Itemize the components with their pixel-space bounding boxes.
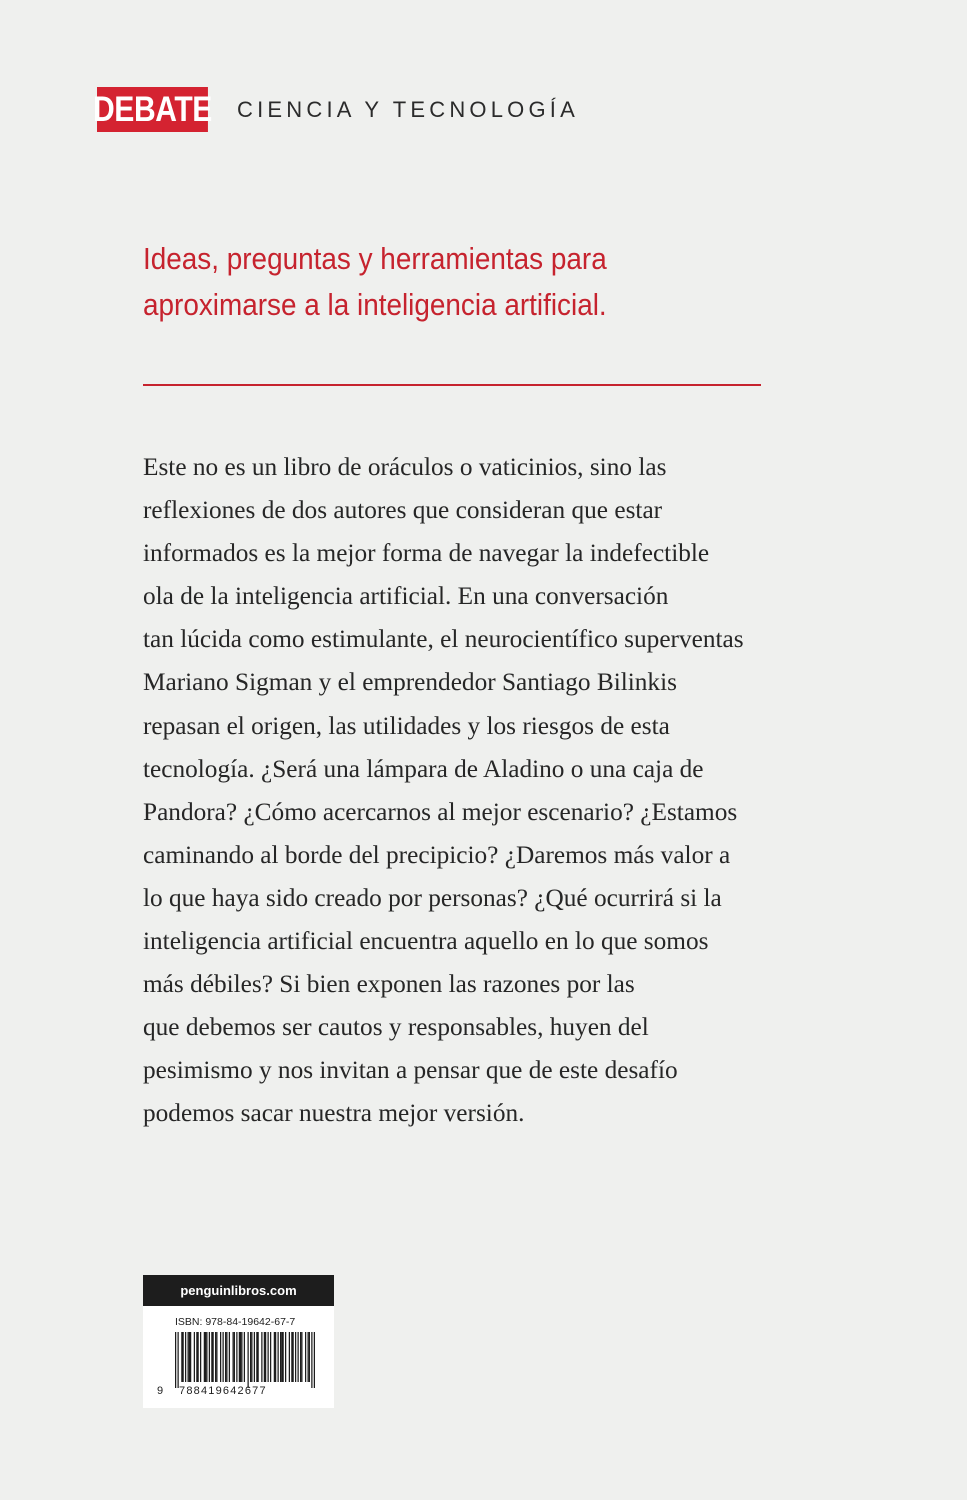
- barcode-bar: [234, 1332, 235, 1382]
- synopsis-line: más débiles? Si bien exponen las razones por las: [143, 970, 635, 999]
- barcode-bar: [226, 1332, 227, 1382]
- synopsis-line: pesimismo y nos invitan a pensar que de este desafío: [143, 1056, 678, 1085]
- synopsis-line: Mariano Sigman y el emprendedor Santiago Bilinkis: [143, 668, 677, 697]
- barcode-bar: [254, 1332, 255, 1382]
- collection-label: CIENCIA Y TECNOLOGÍA: [237, 97, 579, 122]
- barcode-bar: [194, 1332, 195, 1382]
- ean-digits: 788419642677: [179, 1385, 267, 1397]
- barcode-bar: [280, 1332, 281, 1382]
- barcode-bar: [196, 1332, 197, 1382]
- barcode-bar: [183, 1332, 184, 1382]
- barcode-bar: [239, 1332, 240, 1382]
- barcode-bar: [274, 1332, 275, 1382]
- imprint-header: [92, 87, 579, 132]
- barcode-bar: [220, 1332, 221, 1382]
- barcode-bar: [200, 1332, 201, 1382]
- synopsis-line: tecnología. ¿Será una lámpara de Aladino o una caja de: [143, 754, 704, 783]
- barcode-bar: [204, 1332, 205, 1382]
- barcode-bar: [293, 1332, 294, 1382]
- barcode-bar: [213, 1332, 214, 1382]
- barcode-bar: [178, 1332, 179, 1388]
- isbn-text: ISBN: 978-84-19642-67-7: [175, 1316, 296, 1328]
- synopsis-line: reflexiones de dos autores que consideran que estar: [143, 496, 663, 525]
- barcode-bar: [211, 1332, 212, 1382]
- barcode-bar: [281, 1332, 282, 1382]
- barcode-bar: [198, 1332, 199, 1382]
- barcode-bar: [215, 1332, 216, 1382]
- barcode-bar: [283, 1332, 284, 1382]
- barcode-bar: [314, 1332, 315, 1388]
- synopsis-line: Este no es un libro de oráculos o vaticinios, sino las: [143, 453, 667, 481]
- barcode-bar: [278, 1332, 279, 1382]
- ean-first-digit: 9: [157, 1385, 164, 1397]
- synopsis-line: ola de la inteligencia artificial. En una conversación: [143, 582, 669, 611]
- barcode-bar: [298, 1332, 299, 1382]
- barcode-bar: [256, 1332, 257, 1382]
- barcode-bar: [241, 1332, 242, 1382]
- barcode-bar: [189, 1332, 190, 1382]
- barcode-bar: [301, 1332, 302, 1382]
- synopsis-line: podemos sacar nuestra mejor versión.: [143, 1099, 525, 1128]
- barcode-bar: [258, 1332, 259, 1382]
- barcode-bar: [216, 1332, 217, 1382]
- barcode-bar: [209, 1332, 210, 1382]
- tagline: [143, 236, 719, 328]
- synopsis-line: Pandora? ¿Cómo acercarnos al mejor escenario? ¿Estamos: [143, 797, 738, 826]
- barcode-bar: [275, 1332, 276, 1382]
- barcode-bar: [295, 1332, 296, 1382]
- barcode-bar: [240, 1332, 241, 1382]
- barcode-bar: [175, 1332, 176, 1388]
- barcode-bar: [206, 1332, 207, 1382]
- synopsis-line: caminando al borde del precipicio? ¿Daremos más valor a: [143, 840, 731, 869]
- barcode-bar: [181, 1332, 182, 1382]
- barcode-bar: [285, 1332, 286, 1382]
- synopsis-line: que debemos ser cautos y responsables, huyen del: [143, 1013, 649, 1042]
- barcode-bar: [229, 1332, 230, 1382]
- barcode-bar: [308, 1332, 309, 1382]
- synopsis-line: informados es la mejor forma de navegar la indefectible: [143, 539, 710, 568]
- barcode-icon: [175, 1332, 315, 1392]
- barcode-bar: [261, 1332, 262, 1382]
- barcode-bar: [270, 1332, 271, 1382]
- debate-logo: [92, 87, 212, 132]
- barcode-bar: [250, 1332, 251, 1382]
- barcode-bar: [205, 1332, 206, 1382]
- barcode-bar: [265, 1332, 266, 1382]
- barcode-bar: [236, 1332, 237, 1382]
- synopsis-line: tan lúcida como estimulante, el neurocientífico superventas: [143, 625, 744, 654]
- tagline-line: Ideas, preguntas y herramientas para: [143, 241, 607, 276]
- synopsis: [143, 446, 793, 1136]
- barcode-bar: [225, 1332, 226, 1382]
- barcode-block: [143, 1306, 334, 1408]
- logo-text: DEBATE: [92, 89, 212, 129]
- synopsis-line: repasan el origen, las utilidades y los riesgos de esta: [143, 711, 670, 740]
- barcode-bar: [311, 1332, 312, 1388]
- barcode-bar: [264, 1332, 265, 1382]
- barcode-bar: [291, 1332, 292, 1382]
- barcode-bar: [188, 1332, 189, 1382]
- tagline-line: aproximarse a la inteligencia artificial.: [143, 287, 607, 322]
- red-divider: [143, 384, 761, 386]
- barcode-bar: [268, 1332, 269, 1382]
- barcode-bar: [248, 1332, 249, 1388]
- barcode-bar: [289, 1332, 290, 1382]
- barcode-bar: [223, 1332, 224, 1382]
- barcode-bar: [233, 1332, 234, 1382]
- website-label: penguinlibros.com: [143, 1275, 334, 1306]
- barcode-bar: [305, 1332, 306, 1382]
- barcode-bar: [300, 1332, 301, 1382]
- barcode-bar: [309, 1332, 310, 1382]
- barcode-bar: [185, 1332, 186, 1382]
- synopsis-line: inteligencia artificial encuentra aquello en lo que somos: [143, 927, 709, 956]
- synopsis-line: lo que haya sido creado por personas? ¿Qué ocurrirá si la: [143, 883, 722, 912]
- barcode-bar: [244, 1332, 245, 1382]
- barcode-bar: [190, 1332, 191, 1382]
- barcode-bar: [251, 1332, 252, 1382]
